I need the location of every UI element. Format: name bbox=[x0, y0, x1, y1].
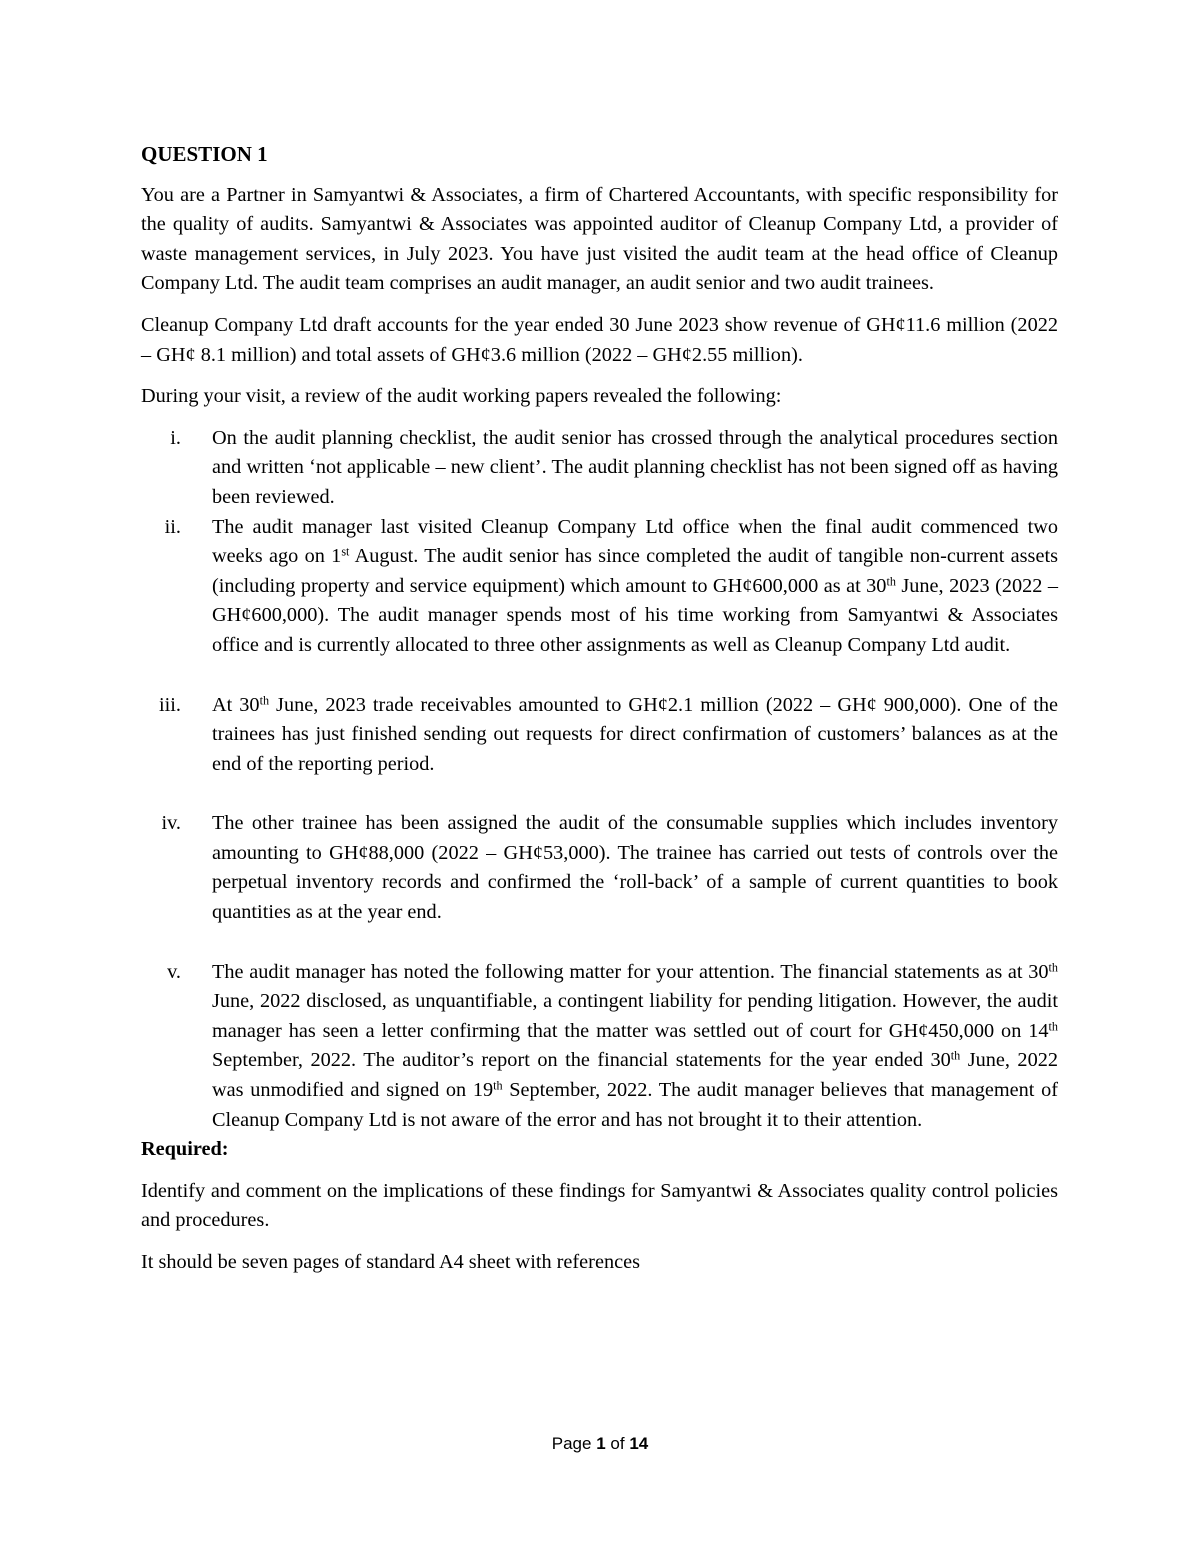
finding-text-part: September, 2022. The audit manager believes that management of Cleanup Company Ltd is not aware of the error and has not brought it to their attention. bbox=[212, 1079, 1058, 1131]
question-title: QUESTION 1 bbox=[141, 142, 268, 166]
ordinal-suffix: th bbox=[493, 1078, 503, 1093]
finding-text-part: At 30 bbox=[212, 693, 260, 716]
intro-paragraph-1: You are a Partner in Samyantwi & Associates, a firm of Chartered Accountants, with specific responsibility for the quality of audits. Samyantwi & Associates was appointed auditor of Cleanup Company Ltd, a provider of waste management services, in July 2023. You have just visited the audit team at the head office of Cleanup Company Ltd. The audit team comprises an audit manager, an audit senior and two audit trainees. bbox=[141, 183, 1058, 295]
finding-number: iv. bbox=[161, 812, 181, 835]
finding-text bbox=[212, 961, 1058, 1131]
finding-text bbox=[212, 694, 1058, 775]
finding-item bbox=[141, 691, 1058, 780]
ordinal-suffix: st bbox=[341, 544, 350, 559]
finding-text-part: The audit manager last visited Cleanup Company Ltd office when the final audit commenced two weeks ago on 1 bbox=[212, 515, 1058, 568]
finding-number: iii. bbox=[159, 693, 181, 716]
page-content bbox=[141, 140, 1058, 1290]
required-paragraph: Identify and comment on the implications of these findings for Samyantwi & Associates quality control policies and procedures. bbox=[141, 1179, 1058, 1232]
finding-text-part: June, 2022 disclosed, as unquantifiable, a contingent liability for pending litigation. However, the audit manager has seen a letter confirming that the matter was settled out of court for GH¢450,000 on 14 bbox=[212, 990, 1058, 1042]
page-footer bbox=[0, 1433, 1200, 1455]
ordinal-suffix: th bbox=[1048, 1019, 1058, 1034]
finding-text-part: The audit manager has noted the following matter for your attention. The financial statements as at 30 bbox=[212, 960, 1049, 983]
finding-text: On the audit planning checklist, the audit senior has crossed through the analytical procedures section and written ‘not applicable – new client’. The audit planning checklist has not been signed off as having been reviewed. bbox=[212, 426, 1058, 508]
intro-paragraph-2: Cleanup Company Ltd draft accounts for the year ended 30 June 2023 show revenue of GH¢11.6 million (2022 – GH¢ 8.1 million) and total assets of GH¢3.6 million (2022 – GH¢2.55 million). bbox=[141, 313, 1058, 366]
finding-text bbox=[212, 516, 1058, 656]
footer-page-word: Page bbox=[551, 1434, 592, 1453]
finding-item bbox=[141, 809, 1058, 927]
ordinal-suffix: th bbox=[886, 574, 896, 589]
intro-paragraph-3: During your visit, a review of the audit working papers revealed the following: bbox=[141, 385, 782, 408]
finding-number: ii. bbox=[164, 515, 181, 538]
finding-item bbox=[141, 513, 1058, 661]
finding-item bbox=[141, 958, 1058, 1136]
finding-text-part: June, 2022 was unmodified and signed on 19 bbox=[212, 1049, 1058, 1102]
finding-item bbox=[141, 424, 1058, 513]
total-page-count: 14 bbox=[629, 1434, 649, 1453]
length-instruction: It should be seven pages of standard A4 sheet with references bbox=[141, 1251, 640, 1273]
finding-number: v. bbox=[167, 960, 181, 983]
footer-of-word: of bbox=[610, 1434, 625, 1453]
ordinal-suffix: th bbox=[950, 1048, 961, 1063]
finding-number: i. bbox=[170, 426, 181, 449]
ordinal-suffix: th bbox=[259, 692, 270, 707]
finding-text: The other trainee has been assigned the audit of the consumable supplies which includes inventory amounting to GH¢88,000 (2022 – GH¢53,000). The trainee has carried out tests of controls over the perpetual inventory records and confirmed the ‘roll-back’ of a sample of current quantities to book quantities as at the year end. bbox=[212, 812, 1058, 924]
finding-text-part: August. The audit senior has since completed the audit of tangible non-current assets (including property and service equipment) which amount to GH¢600,000 as at 30 bbox=[212, 545, 1058, 597]
finding-text-part: September, 2022. The auditor’s report on the financial statements for the year ended 30 bbox=[212, 1049, 951, 1072]
current-page-number: 1 bbox=[596, 1434, 606, 1453]
findings-list bbox=[141, 424, 1058, 1135]
finding-text-part: June, 2023 (2022 – GH¢600,000). The audit manager spends most of his time working from Samyantwi & Associates office and is currently allocated to three other assignments as well as Cleanup Company Ltd audit. bbox=[212, 574, 1058, 656]
ordinal-suffix: th bbox=[1048, 959, 1058, 974]
required-heading: Required: bbox=[141, 1138, 229, 1161]
finding-text-part: June, 2023 trade receivables amounted to GH¢2.1 million (2022 – GH¢ 900,000). One of the trainees has just finished sending out requests for direct confirmation of customers’ balances as at the end of the reporting period. bbox=[212, 693, 1058, 775]
